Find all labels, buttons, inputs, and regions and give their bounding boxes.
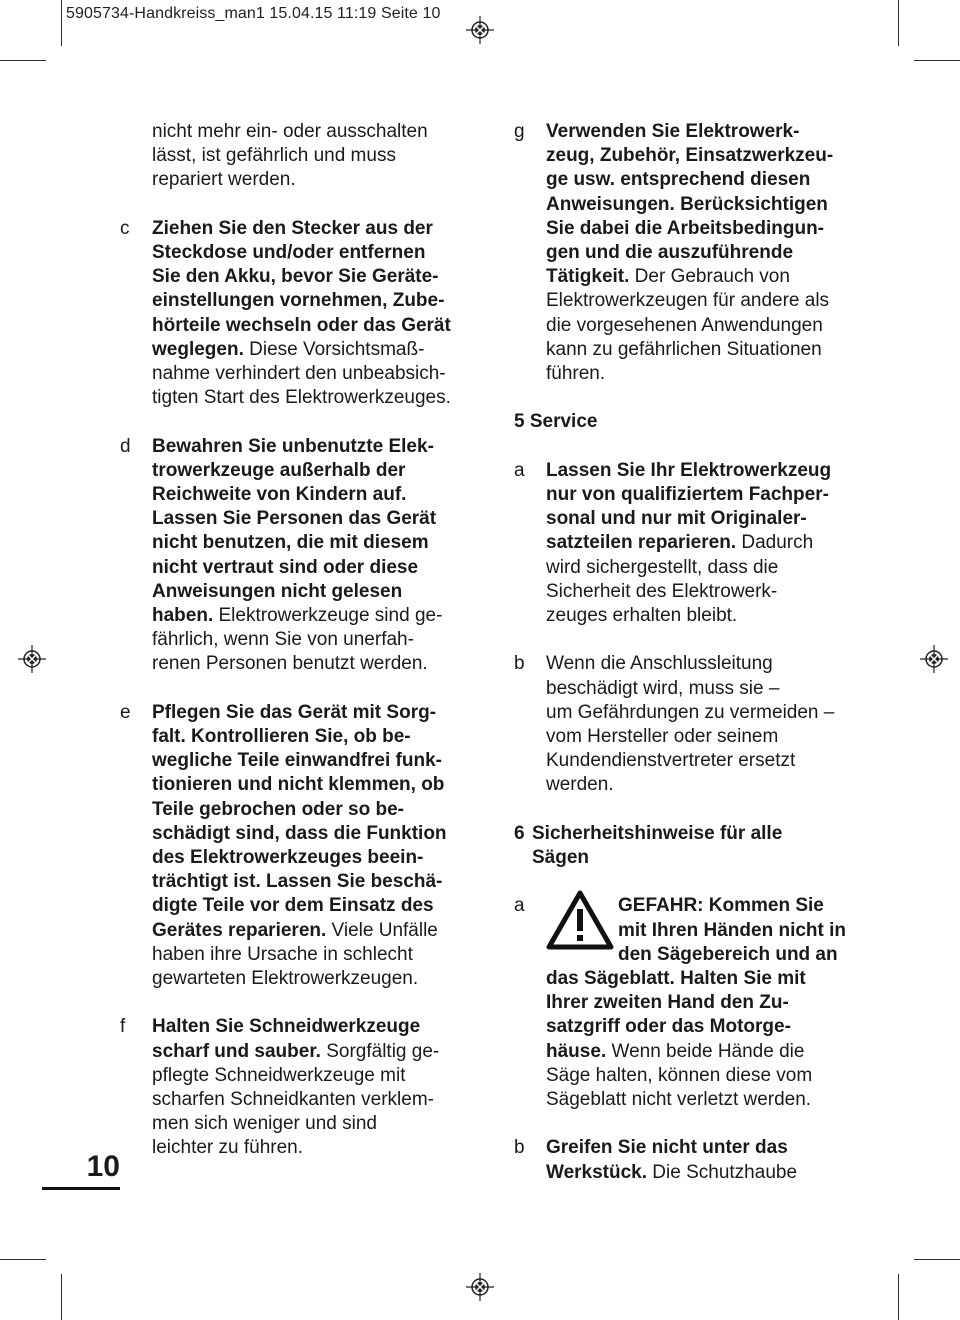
- warning-triangle-icon: [546, 890, 614, 950]
- registration-mark-icon: [920, 645, 948, 673]
- instruction-bold: Halten Sie Schneidwerkzeuge scharf und sauber.: [152, 1016, 421, 1062]
- instruction-bold: Pflegen Sie das Gerät mit Sorg- falt. Kontrollieren Sie, ob be- wegliche Teile einwandfrei funk- tionieren und nicht klemmen, ob Teile gebrochen oder so be- schädigt sind, dass die Funktion des Elektrowerkzeuges beein- trächtigt ist. Lassen Sie beschä- digte Teile vor dem Einsatz des Gerätes reparieren.: [152, 701, 447, 941]
- registration-mark-icon: [18, 645, 46, 673]
- item-letter: a: [514, 459, 525, 481]
- registration-mark-icon: [466, 16, 494, 44]
- item-letter: b: [514, 1137, 525, 1159]
- instruction-text: Der Gebrauch von Elektrowerkzeugen für andere als die vorgesehenen Anwendungen kann zu gefährlichen Situationen führen.: [546, 266, 830, 385]
- section-heading-service: 5 Service: [514, 411, 598, 433]
- instruction-bold: Bewahren Sie unbenutzte Elek- trowerkzeuge außerhalb der Reichweite von Kindern auf. Lassen Sie Personen das Gerät nicht benutzen, die mit diesem nicht vertraut sind oder diese Anweisungen nicht gelesen haben.: [152, 435, 437, 627]
- instruction-text: Wenn die Anschlussleitung beschädigt wird, muss sie – um Gefährdungen zu vermeiden – vom Hersteller oder seinem Kundendienstvertreter ersetzt werden.: [546, 653, 835, 796]
- item-letter: c: [120, 217, 130, 239]
- crop-mark: [61, 0, 62, 46]
- print-slug: 5905734-Handkreiss_man1 15.04.15 11:19 Seite 10: [66, 5, 441, 22]
- item-letter: g: [514, 121, 525, 142]
- item-letter: d: [120, 435, 131, 457]
- instruction-c: [120, 217, 480, 411]
- right-column: [514, 120, 874, 1209]
- section-heading-saws: [514, 822, 874, 870]
- crop-mark: [898, 0, 899, 46]
- crop-mark: [0, 60, 46, 61]
- crop-mark: [0, 1259, 46, 1260]
- item-letter: e: [120, 701, 131, 723]
- instruction-bold: das Sägeblatt. Halten Sie mit Ihrer zweiten Hand den Zu- satzgriff oder das Motorge- häuse.: [546, 968, 806, 1062]
- crop-mark: [914, 1259, 960, 1260]
- section-title: Sicherheitshinweise für alle Sägen: [532, 822, 783, 869]
- instruction-text: Wenn beide Hände die Säge halten, können diese vom Sägeblatt nicht verletzt werden.: [546, 1040, 813, 1111]
- instruction-bold: Verwenden Sie Elektrowerk- zeug, Zubehör, Einsatzwerkzeu- ge usw. entsprechend diesen Anweisungen. Berücksichtigen Sie dabei die Arbeitsbedingun- gen und die auszuführende Tätigkeit.: [546, 121, 834, 288]
- item-letter: a: [514, 895, 525, 917]
- service-instruction-a: [514, 459, 874, 628]
- instruction-text: Die Schutzhaube: [647, 1161, 798, 1183]
- registration-mark-icon: [466, 1273, 494, 1301]
- instruction-d: [120, 435, 480, 677]
- crop-mark: [898, 1274, 899, 1320]
- instruction-bold: Greifen Sie nicht unter das Werkstück.: [546, 1137, 788, 1183]
- instruction-text: Diese Vorsichtsmaß- nahme verhindert den unbeabsich- tigten Start des Elektrowerkzeuges.: [152, 338, 451, 409]
- instruction-g: [514, 120, 874, 386]
- saw-instruction-a: [514, 894, 874, 1112]
- instruction-bold: Lassen Sie Ihr Elektrowerkzeug nur von qualifiziertem Fachper- sonal und nur mit Originaler- satzteilen reparieren.: [546, 459, 832, 554]
- crop-mark: [914, 60, 960, 61]
- instruction-f: [120, 1015, 480, 1160]
- service-instruction-b: [514, 652, 874, 797]
- instruction-bold: Ziehen Sie den Stecker aus der Steckdose und/oder entfernen Sie den Akku, bevor Sie Geräte- einstellungen vornehmen, Zube- hörteile wechseln oder das Gerät weglegen.: [152, 217, 451, 360]
- instruction-e: [120, 701, 480, 991]
- page-number-rule: [42, 1187, 120, 1190]
- instruction-text: Viele Unfälle haben ihre Ursache in schlecht gewarteten Elektrowerkzeugen.: [152, 919, 438, 990]
- instruction-text: Sorgfältig ge- pflegte Schneidwerkzeuge mit scharfen Schneidkanten verklem- men sich weniger und sind leichter zu führen.: [152, 1040, 440, 1159]
- left-column: [120, 120, 480, 1185]
- danger-text: GEFAHR: Kommen Sie mit Ihren Händen nicht in den Sägebereich und an: [618, 895, 847, 965]
- item-letter: f: [120, 1016, 126, 1038]
- crop-mark: [61, 1274, 62, 1320]
- instruction-text: Dadurch wird sichergestellt, dass die Sicherheit des Elektrowerk- zeuges erhalten bleibt.: [546, 532, 814, 627]
- item-letter: b: [514, 653, 525, 675]
- intro-paragraph: nicht mehr ein- oder ausschalten lässt, ist gefährlich und muss repariert werden.: [152, 121, 428, 191]
- saw-instruction-b: [514, 1136, 874, 1184]
- instruction-text: Elektrowerkzeuge sind ge- fährlich, wenn Sie von unerfah- renen Personen benutzt werden.: [152, 605, 443, 675]
- page-number: 10: [86, 1150, 120, 1183]
- warning-block: [546, 894, 874, 967]
- section-number: 6: [514, 822, 525, 844]
